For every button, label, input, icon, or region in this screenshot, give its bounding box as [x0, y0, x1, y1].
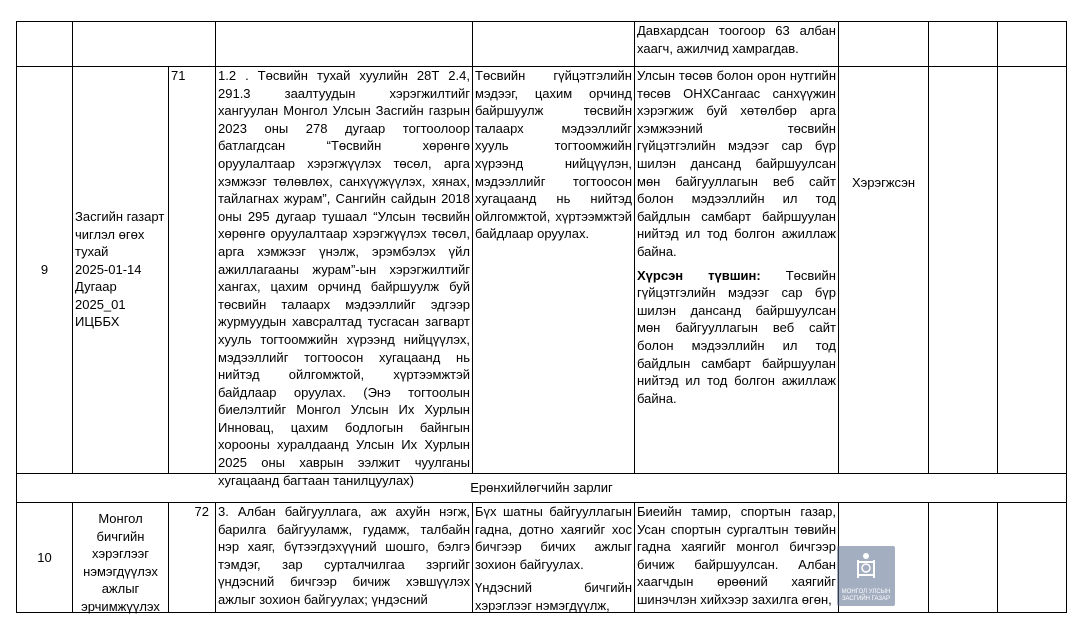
cell-extra-1 — [928, 66, 997, 473]
status-text: Хэрэгжсэн — [851, 175, 916, 190]
doc-line: хэрэглээг — [91, 546, 150, 562]
doc-line: тухай — [75, 244, 109, 260]
cell-status — [838, 21, 928, 66]
cell-measure — [472, 21, 634, 66]
table-row-10 — [16, 502, 1067, 613]
achieved-level-text: Төсвийн гүйцэтгэлийн мэдээг сар бүр шилэн дансанд байршуулсан мөн байгууллагын веб сайт болон мэдээллийн ил тод байдлын самбарт байршуулан нийтэд ил тод болгон ажиллаж байна. — [637, 267, 836, 406]
cell-item-no — [168, 66, 215, 473]
cell-num — [16, 66, 72, 473]
cell-provision — [215, 502, 472, 613]
provision-text: 3. Албан байгууллага, аж ахуйн нэгж, барилга байгууламж, гудамж, талбайн нэр хаяг, бүтээгдэхүүний шошго, бэлгэ тэмдэг, зар сурталчилгаа зэргийг үндэсний бичгээр бичиж хэвшүүлэх ажлыг зохион байгуулах; үндэсний — [218, 504, 470, 607]
doc-line: нэмэгдүүлэх — [83, 563, 158, 579]
progress-text: Давхардсан тоогоор 63 албан хаагч, ажилчид хамрагдав. — [637, 23, 836, 56]
achieved-level-label: Хүрсэн түвшин: — [637, 267, 761, 283]
progress-text: Биеийн тамир, спортын газар, Усан спортын сургалтын төвийн гадна хаягийг монгол бичгээр бичиж байршуулсан. Албан хаагчдын өрөөний хаягийг шинэчлэн хийхээр захилга өгөн, — [637, 504, 836, 607]
cell-extra-2 — [997, 66, 1067, 473]
measure-paragraph: Үндэсний бичгийн хэрэглээг нэмэгдүүлж, — [475, 580, 632, 613]
doc-line: Монгол — [98, 511, 143, 526]
document-reference — [75, 208, 164, 331]
cell-extra-2 — [997, 21, 1067, 66]
doc-line: Засгийн газарт — [75, 208, 165, 224]
cell-provision — [215, 21, 472, 66]
measure-text: Төсвийн гүйцэтгэлийн мэдээг, цахим орчинд байршуулж төсвийн талаарх мэдээллийг хууль тогтоомжийн хүрээнд нийцүүлэн, мэдээллийг тогтоосон хугацаанд нь нийтэд ойлгомжтой, хүртээмжтэй байдлаар оруулах. — [475, 68, 632, 242]
cell-extra-1 — [928, 502, 997, 613]
cell-doc — [72, 502, 168, 613]
logo-text: МОНГОЛ УЛСЫН ЗАСГИЙН ГАЗАР — [841, 589, 891, 602]
section-title: Ерөнхийлөгчийн зарлиг — [470, 479, 613, 495]
item-number: 71 — [171, 68, 186, 83]
cell-progress — [634, 502, 838, 613]
measure-paragraph: Бүх шатны байгууллагын гадна, дотно хаягийг хос бичгээр бичих ажлыг зохион байгуулах. — [475, 504, 632, 572]
table-row-continued — [16, 21, 1067, 66]
doc-line: 2025-01-14 — [75, 261, 142, 277]
doc-line: чиглэл өгөх — [75, 226, 145, 242]
achieved-level-paragraph — [637, 267, 836, 408]
cell-doc — [72, 21, 215, 66]
cell-item-no — [168, 502, 215, 613]
government-logo — [837, 546, 895, 606]
item-number: 72 — [194, 504, 209, 519]
doc-line: 2025_01 — [75, 296, 126, 312]
doc-line: ИЦББХ — [75, 314, 120, 330]
section-cell — [16, 473, 1067, 502]
cell-num — [16, 502, 72, 613]
doc-line: Дугаар — [75, 279, 117, 295]
section-row — [16, 473, 1067, 502]
row-number: 10 — [37, 549, 52, 565]
doc-line: бичгийн — [96, 528, 145, 544]
cell-num — [16, 21, 72, 66]
provision-text: 1.2 . Төсвийн тухай хуулийн 28Т 2.4, 291.3 заалтуудын хэрэгжилтийг хангуулан Монгол Улсын Засгийн газрын 2023 оны 278 дугаар тогтоолоор батлагдсан “Төсвийн хөрөнгө оруулалтаар хэрэгжүүлэх төсөл, арга хэмжээг төлөвлөх, санхүүжүүлэх, хянах, тайлагнах журам”, Сангийн сайдын 2018 оны 295 дугаар тушаал “Улсын төсвийн хөрөнгө оруулалтаар хэрэгжүүлэх төсөл, арга хэмжээг үнэлж, эрэмбэлэх үйл ажиллагааны журам”-ын хэрэгжилтийг хангах, цахим орчинд байршуулж буй төсвийн талаарх мэдээллийг эдгээр журмуудын хавсралтад тусгасан загварт хууль тогтоомжийн хүрээнд нийцүүлэх, мэдээллийг тогтоосон хугацаанд нь нийтэд ойлгомжтой, хүртээмжтэй байдлаар оруулах. (Энэ тогтоолын биелэлтийг Монгол Улсын Их Хурлын Инновац, цахим бодлогын байнгын хорооны хуралдаанд Улсын Их Хурлын 2025 оны хаврын ээлжит чуулганы хугацаанд багтаан танилцуулах) — [218, 68, 470, 488]
doc-line: эрчимжүүлэх — [81, 598, 160, 614]
cell-measure — [472, 66, 634, 473]
doc-line: ажлыг — [101, 581, 140, 597]
cell-progress — [634, 21, 838, 66]
row-number: 9 — [40, 261, 49, 277]
cell-doc — [72, 66, 168, 473]
cell-extra-1 — [928, 21, 997, 66]
soyombo-emblem-icon — [856, 552, 876, 580]
cell-measure — [472, 502, 634, 613]
cell-status — [838, 66, 928, 473]
cell-provision — [215, 66, 472, 488]
cell-extra-2 — [997, 502, 1067, 613]
cell-progress — [634, 66, 838, 473]
progress-paragraph: Улсын төсөв болон орон нутгийн төсөв ОНХСангаас санхүүжин хэрэгжиж буй хөтөлбөр арга хэмжээний төсвийн гүйцэтгэлийн мэдээг сар бүр шилэн дансанд байршуулсан мөн байгууллагын веб сайт болон мэдээллийн ил тод байдлын самбарт байршуулан нийтэд ил тод болгон ажиллаж байна. — [637, 68, 836, 259]
